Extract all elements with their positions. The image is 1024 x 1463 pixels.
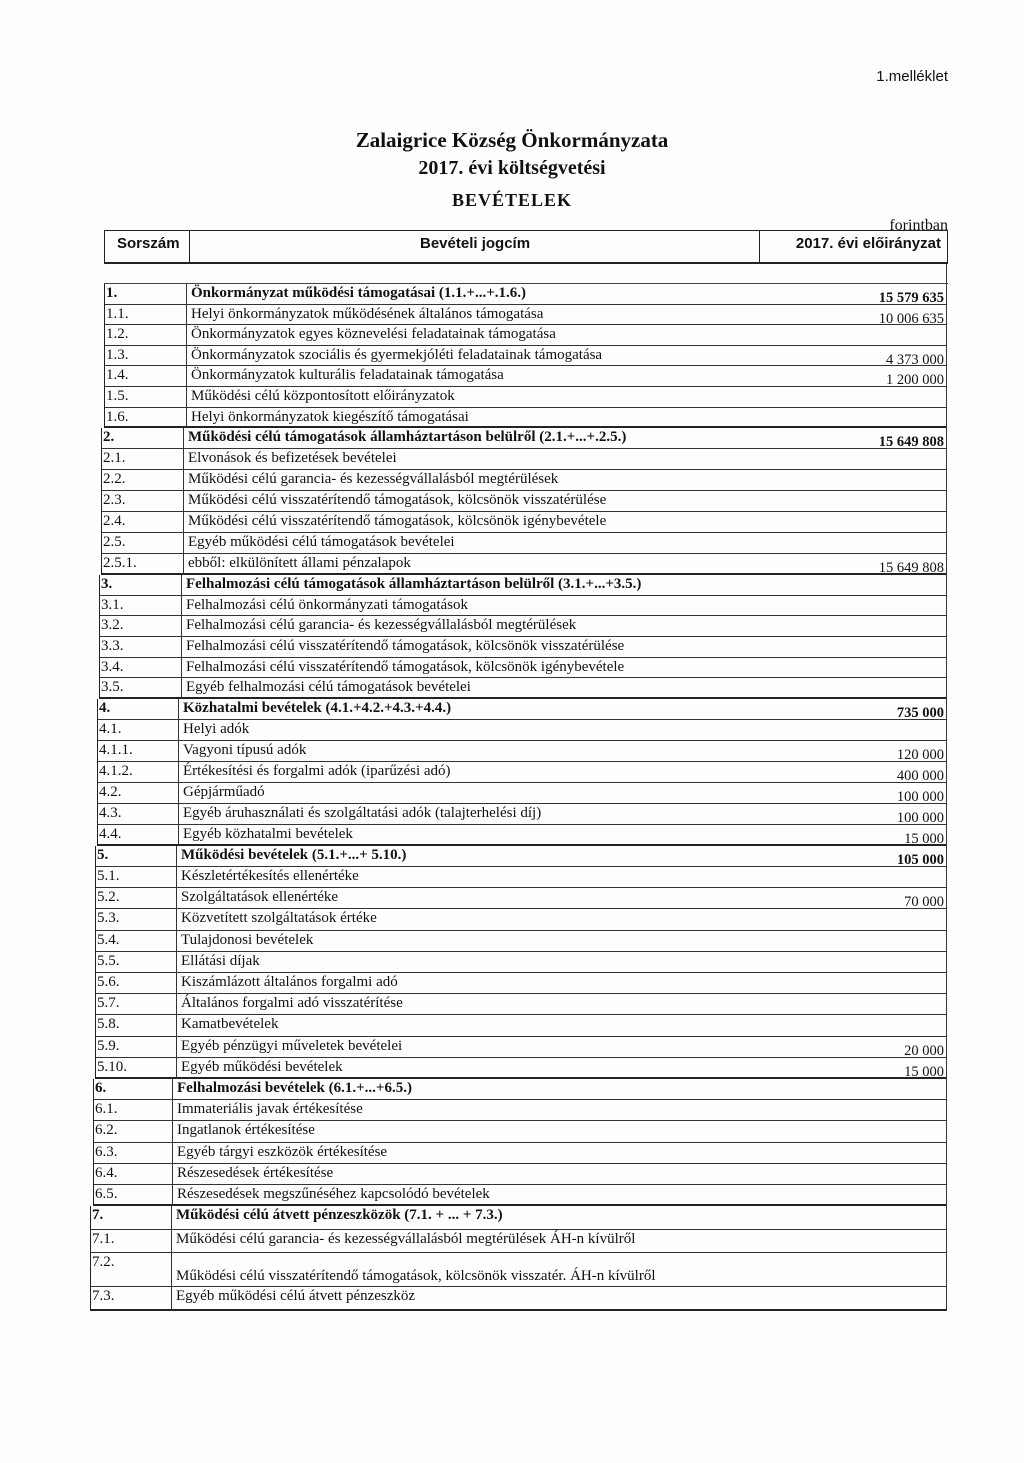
table-group-row [90,1206,946,1230]
row-number: 2. [103,429,115,446]
row-amount: 20 000 [904,1042,944,1059]
row-number: 2.3. [103,492,126,509]
row-number: 3.1. [101,596,124,613]
row-number: 2.1. [103,450,126,467]
row-number: 1. [106,285,118,301]
table-group-row [95,846,946,867]
row-number: 3. [101,576,113,593]
column-divider [181,575,182,699]
row-number: 3.2. [101,617,124,634]
table-row [95,973,946,994]
row-title: Kamatbevételek [181,1016,279,1033]
document-subtitle: 2017. évi költségvetési [418,157,606,179]
row-amount: 15 579 635 [878,290,944,306]
table-row [90,1287,946,1311]
row-title: Egyéb felhalmozási célú támogatások bevételei [186,679,471,696]
table-left-border [104,284,105,428]
table-row [99,616,946,637]
header-sorszam: Sorszám [117,235,180,252]
row-number: 1.6. [106,408,129,425]
row-title: ebből: elkülönített állami pénzalapok [188,555,411,572]
row-title: Általános forgalmi adó visszatérítése [181,995,403,1012]
row-number: 4.3. [99,804,122,821]
row-amount: 15 000 [904,830,944,847]
row-title: Működési célú visszatérítendő támogatások, kölcsönök visszatérülése [188,492,607,509]
row-title: Felhalmozási bevételek (6.1.+...+6.5.) [177,1080,412,1096]
table-row [95,1058,946,1079]
unit-label: forintban [889,217,948,234]
row-title: Helyi önkormányzatok kiegészítő támogatásai [191,408,469,425]
table-row [99,637,946,658]
row-number: 1.3. [106,346,129,363]
row-number: 5.8. [97,1016,120,1033]
table-row [101,554,946,575]
row-number: 2.5.1. [103,555,137,572]
row-title: Immateriális javak értékesítése [177,1101,363,1118]
row-title: Működési célú garancia- és kezességvállalásból megtérülések [188,471,559,488]
row-number: 1.4. [106,367,129,384]
row-title: Működési célú garancia- és kezességvállalásból megtérülések ÁH-n kívülről [176,1230,636,1247]
table-row [95,909,946,930]
row-title: Elvonások és befizetések bevételei [188,450,397,467]
row-title: Felhalmozási célú önkormányzati támogatások [186,596,468,613]
row-title: Egyéb áruhasználati és szolgáltatási adók (talajterhelési díj) [183,804,542,821]
row-number: 3.3. [101,638,124,654]
row-number: 5.9. [97,1037,120,1054]
row-title: Szolgáltatások ellenértéke [181,889,339,906]
row-title: Egyéb működési célú átvett pénzeszköz [176,1288,416,1305]
row-amount: 70 000 [904,894,944,911]
row-number: 7.3. [92,1288,115,1305]
row-title: Egyéb tárgyi eszközök értékesítése [177,1143,388,1160]
row-title: Működési célú átvett pénzeszközök (7.1. + ... + 7.3.) [176,1207,503,1224]
row-number: 6.1. [95,1101,118,1118]
row-number: 4.1. [99,720,122,737]
row-title: Helyi önkormányzatok működésének általános támogatása [191,305,544,322]
row-title: Önkormányzatok szociális és gyermekjóléti feladatainak támogatása [191,346,603,363]
table-row [104,305,946,326]
row-title: Felhalmozási célú visszatérítendő támogatások, kölcsönök igénybevétele [186,658,625,675]
annex-label: 1.melléklet [876,68,948,85]
column-divider [178,699,179,846]
row-amount: 15 000 [904,1063,944,1080]
row-number: 5.5. [97,952,120,969]
row-number: 6.5. [95,1186,118,1202]
row-number: 1.1. [106,305,129,322]
row-title: Működési célú visszatérítendő támogatások, kölcsönök visszatér. ÁH-n kívülről [176,1268,656,1285]
table-left-border [93,1079,94,1206]
table-row [101,449,946,470]
column-divider [183,428,184,575]
row-title: Önkormányzat működési támogatásai (1.1.+...+.1.6.) [191,285,527,301]
row-amount: 100 000 [896,788,944,805]
row-title: Működési célú támogatások államháztartáson belülről (2.1.+...+.2.5.) [188,429,627,446]
row-title: Működési célú visszatérítendő támogatások, kölcsönök igénybevétele [188,513,607,530]
table-row [93,1185,946,1206]
table-left-border [97,699,98,846]
table-row [101,533,946,554]
table-row [93,1100,946,1121]
row-number: 6.4. [95,1164,118,1181]
row-number: 5. [97,846,109,863]
row-number: 2.4. [103,513,126,530]
table-row [93,1143,946,1164]
row-number: 4.2. [99,783,122,800]
table-group-row [97,699,946,720]
row-number: 6.3. [95,1143,118,1160]
header-jogcim: Bevételi jogcím [420,235,531,252]
row-title: Tulajdonosi bevételek [181,931,314,948]
row-title: Értékesítési és forgalmi adók (iparűzési adó) [183,762,451,779]
table-row [97,804,946,825]
document-section-title: BEVÉTELEK [451,190,573,210]
table-row [95,1015,946,1036]
row-title: Önkormányzatok kulturális feladatainak támogatása [191,367,504,384]
table-row [99,658,946,679]
table-row [97,825,946,846]
row-number: 4.4. [99,825,122,842]
row-number: 2.5. [103,534,126,551]
table-row [104,408,946,429]
row-title: Vagyoni típusú adók [183,741,307,758]
row-number: 6. [95,1080,107,1096]
table-row [97,741,946,762]
row-title: Egyéb működési célú támogatások bevételei [188,534,455,551]
row-number: 5.7. [97,995,120,1012]
table-right-border [946,264,947,1311]
row-amount: 120 000 [896,746,944,763]
row-title: Helyi adók [183,720,250,737]
row-number: 3.5. [101,679,124,696]
row-title: Közvetített szolgáltatások értéke [181,910,377,927]
row-title: Közhatalmi bevételek (4.1.+4.2.+4.3.+4.4.) [183,699,452,716]
table-row [90,1253,946,1287]
table-row [104,325,946,346]
row-amount: 15 649 808 [878,560,944,577]
row-amount: 400 000 [896,767,944,784]
row-number: 3.4. [101,658,124,675]
row-number: 5.3. [97,910,120,927]
row-title: Egyéb pénzügyi műveletek bevételei [181,1037,403,1054]
table-left-border [90,1206,91,1311]
column-divider [186,284,187,428]
table-row [95,888,946,909]
table-row [95,931,946,952]
row-number: 4. [99,699,111,716]
row-title: Felhalmozási célú garancia- és kezességvállalásból megtérülések [186,617,577,634]
table-row [95,867,946,888]
row-number: 6.2. [95,1122,118,1139]
table-left-border [101,428,102,575]
table-row [101,512,946,533]
row-number: 5.10. [97,1058,127,1075]
table-row [95,952,946,973]
row-title: Készletértékesítés ellenértéke [181,868,359,884]
table-row [97,762,946,783]
row-amount: 4 373 000 [886,351,944,368]
table-row [104,366,946,387]
row-number: 4.1.2. [99,762,133,779]
table-row [104,346,946,367]
column-divider [176,846,177,1079]
row-number: 7.2. [92,1254,115,1271]
column-divider [171,1206,172,1311]
table-row [101,491,946,512]
table-row [93,1164,946,1185]
table-row [99,678,946,699]
row-number: 1.5. [106,388,129,404]
row-title: Kiszámlázott általános forgalmi adó [181,974,398,990]
row-title: Egyéb közhatalmi bevételek [183,825,353,842]
table-row [99,596,946,617]
table-group-row [99,575,946,596]
row-amount: 105 000 [896,851,944,868]
row-title: Működési célú központosított előirányzatok [191,388,455,404]
row-title: Önkormányzatok egyes köznevelési feladatainak támogatása [191,326,556,343]
row-title: Gépjárműadó [183,783,265,800]
table-row [97,720,946,741]
row-title: Felhalmozási célú támogatások államháztartáson belülről (3.1.+...+3.5.) [186,576,642,593]
row-number: 2.2. [103,471,126,488]
row-amount: 15 649 808 [878,434,944,451]
table-left-border [99,575,100,699]
row-title: Egyéb működési bevételek [181,1058,343,1075]
row-number: 1.2. [106,326,129,343]
header-eloiranyzat: 2017. évi előirányzat [795,235,941,252]
row-title: Részesedések megszűnéséhez kapcsolódó bevételek [177,1186,490,1202]
table-group-row [104,284,946,305]
row-title: Működési bevételek (5.1.+...+ 5.10.) [181,846,407,863]
row-number: 5.4. [97,931,120,948]
row-amount: 1 200 000 [886,372,944,389]
document-title: Zalaigrice Község Önkormányzata [355,128,669,152]
row-amount: 735 000 [896,704,944,721]
table-row [101,470,946,491]
row-title: Ellátási díjak [181,952,260,969]
row-title: Részesedések értékesítése [177,1164,334,1181]
row-amount: 10 006 635 [878,310,944,327]
row-number: 5.1. [97,868,120,884]
table-row [95,1037,946,1058]
row-number: 5.2. [97,889,120,906]
row-title: Ingatlanok értékesítése [177,1122,315,1139]
table-group-row [93,1079,946,1100]
column-divider [172,1079,173,1206]
table-left-border [95,846,96,1079]
table-row [95,994,946,1015]
table-row [90,1230,946,1254]
row-number: 5.6. [97,974,120,990]
row-number: 4.1.1. [99,741,133,758]
row-title: Felhalmozási célú visszatérítendő támogatások, kölcsönök visszatérülése [186,638,625,654]
table-group-row [101,428,946,449]
table-row [93,1121,946,1142]
table-row [97,783,946,804]
table-row [104,387,946,408]
row-amount: 100 000 [896,809,944,826]
row-number: 7. [92,1207,104,1224]
row-number: 7.1. [92,1230,115,1247]
